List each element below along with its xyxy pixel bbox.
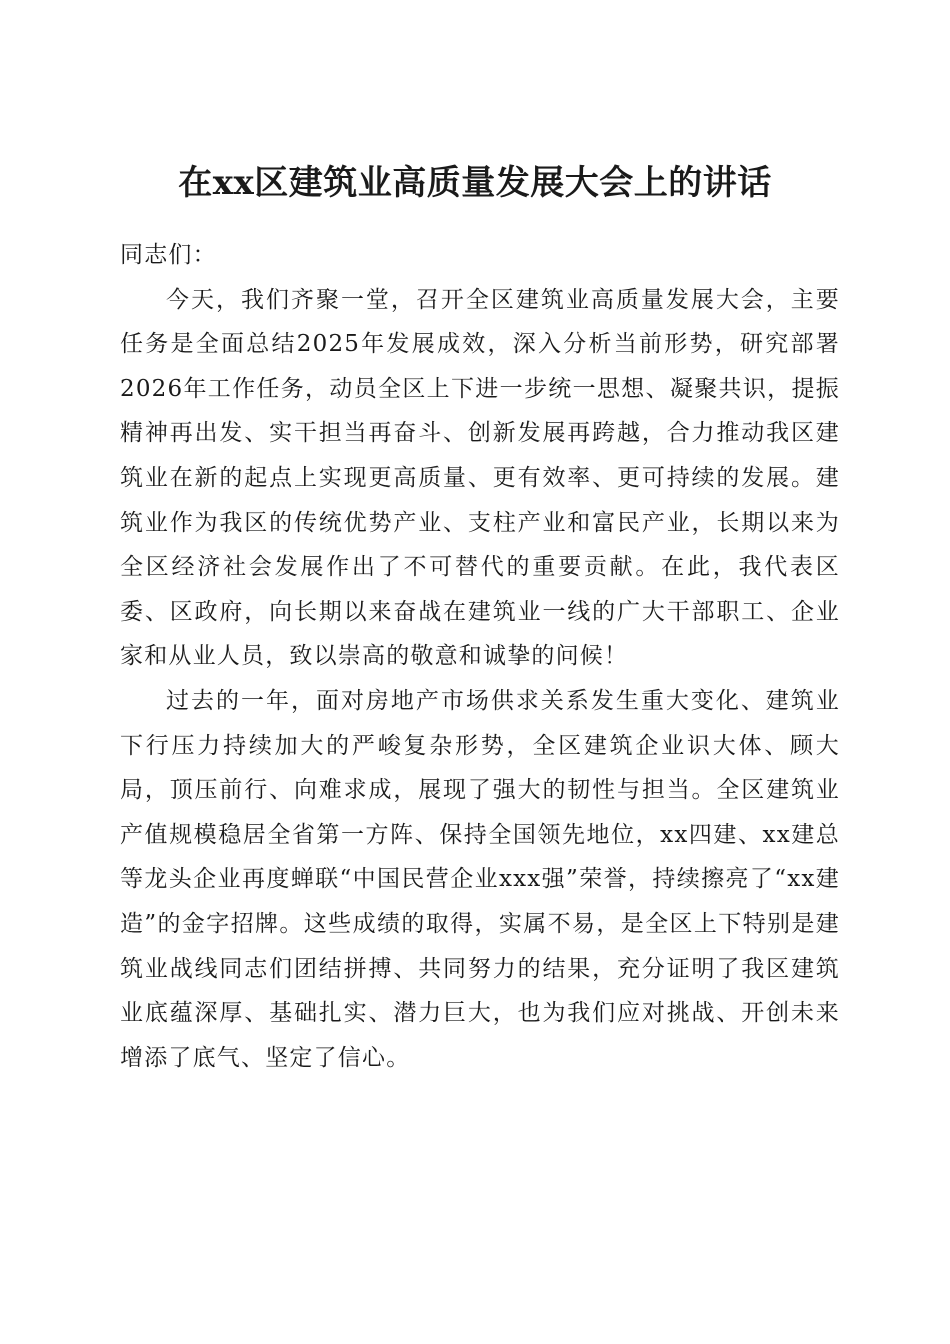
paragraph-1: 今天，我们齐聚一堂，召开全区建筑业高质量发展大会，主要任务是全面总结2025年发展成效，深入分析当前形势，研究部署2026年工作任务，动员全区上下进一步统一思想、凝聚共识，提振精神再出发、实干担当再奋斗、创新发展再跨越，合力推动我区建筑业在新的起点上实现更高质量、更有效率、更可持续的发展。建筑业作为我区的传统优势产业、支柱产业和富民产业，长期以来为全区经济社会发展作出了不可替代的重要贡献。在此，我代表区委、区政府，向长期以来奋战在建筑业一线的广大干部职工、企业家和从业人员，致以崇高的敬意和诚挚的问候！ — [120, 286, 840, 670]
salutation: 同志们： — [120, 242, 217, 268]
document-title: 在xx区建筑业高质量发展大会上的讲话 — [178, 162, 772, 203]
paragraph-2: 过去的一年，面对房地产市场供求关系发生重大变化、建筑业下行压力持续加大的严峻复杂形势，全区建筑企业识大体、顾大局，顶压前行、向难求成，展现了强大的韧性与担当。全区建筑业产值规模稳居全省第一方阵、保持全国领先地位，xx四建、xx建总等龙头企业再度蝉联“中国民营企业xxx强”荣誉，持续擦亮了“xx建造”的金字招牌。这些成绩的取得，实属不易，是全区上下特别是建筑业战线同志们团结拼搏、共同努力的结果，充分证明了我区建筑业底蕴深厚、基础扎实、潜力巨大，也为我们应对挑战、开创未来增添了底气、坚定了信心。 — [120, 687, 840, 1071]
document-body — [120, 233, 840, 1080]
